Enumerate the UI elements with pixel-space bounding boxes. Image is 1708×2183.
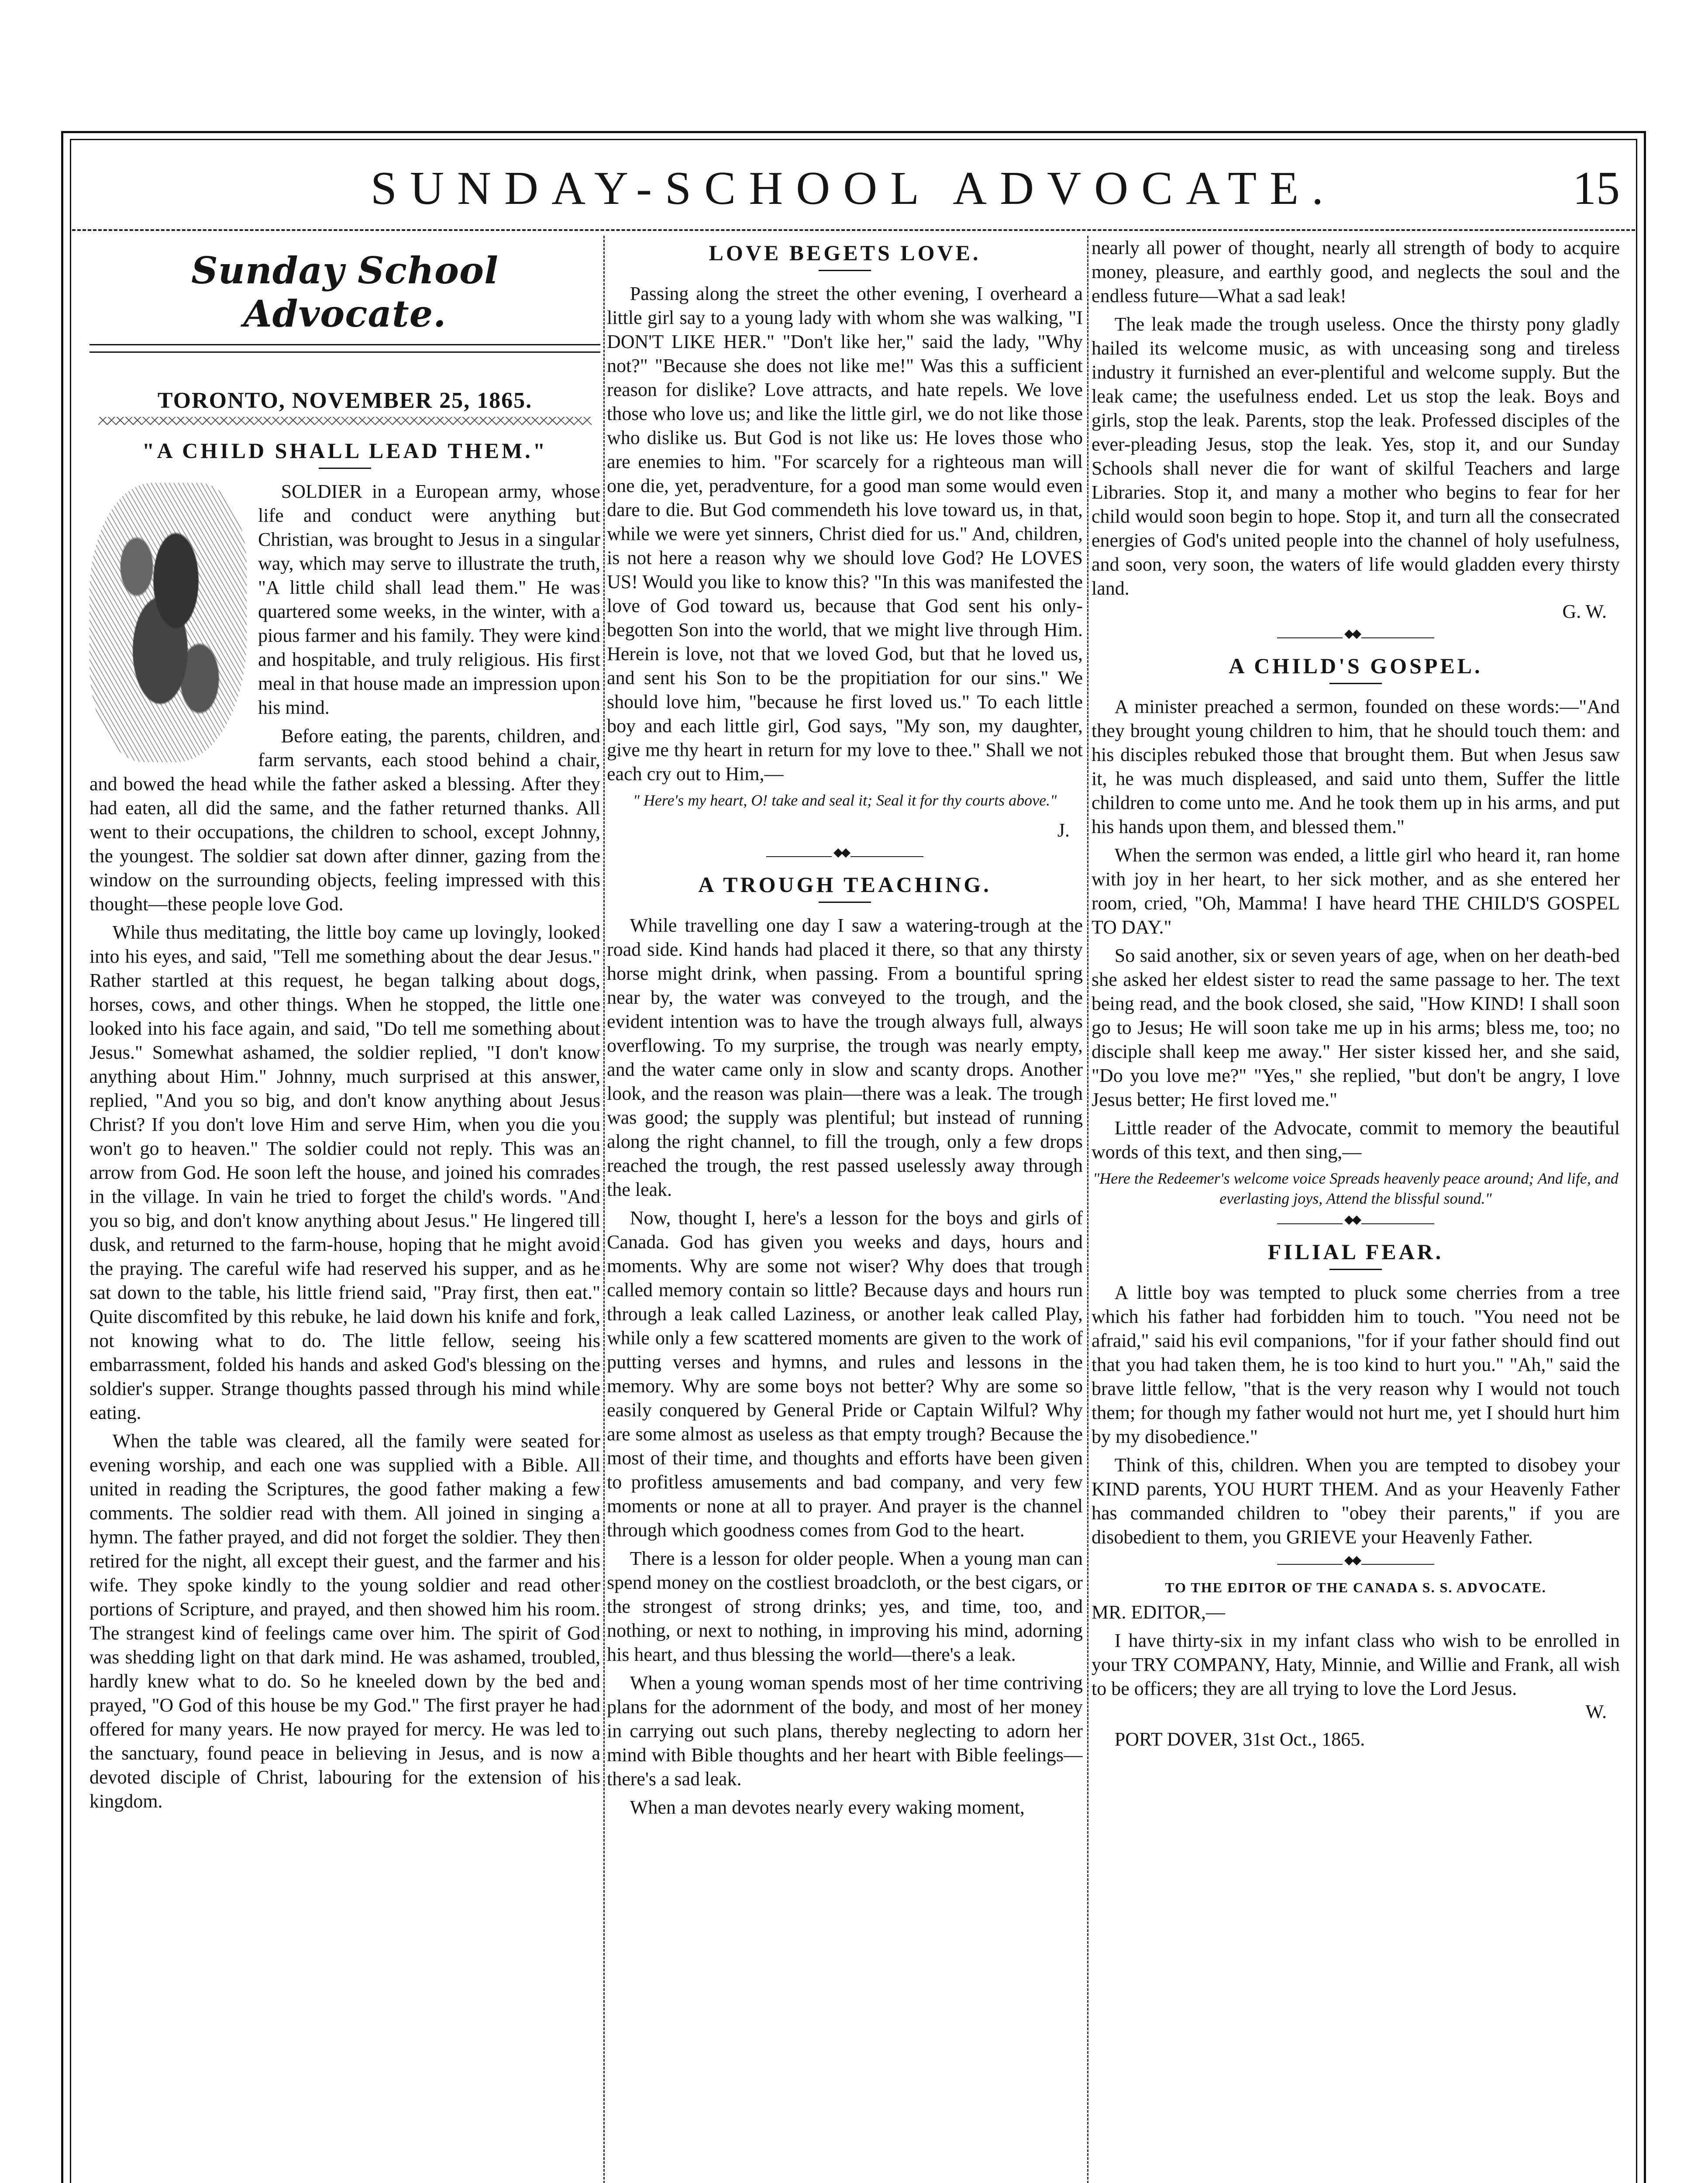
article-title-love-begets-love: LOVE BEGETS LOVE. [709,241,981,265]
article-paragraph: Little reader of the Advocate, commit to memory the beautiful words of this text, and then sing,— [1092,1117,1620,1163]
signature: J. [1057,819,1070,841]
masthead: SUNDAY-SCHOOL ADVOCATE. [370,162,1337,214]
article-paragraph: The leak made the trough useless. Once the thirsty pony gladly hailed its welcome music, as with unceasing song and tireless industry it furnished an ever-plentiful and welcome supply. But the leak came; the usefulness ended. Let us stop the leak. Boys and girls, stop the leak. Parents, stop the leak. Professed disciples of the ever-pleading Jesus, stop the leak. Yes, stop it, and our Sunday Schools shall never die for want of skilful Teachers and large Libraries. Stop it, and many a mother who begins to fear for her child would soon begin to hope. Stop it, and turn all the consecrated energies of God's united people into the channel of holy usefulness, and soon, very soon, the waters of life would gladden every thirsty land. [1092,313,1620,599]
column-3 [1092,236,1620,2183]
article-paragraph: There is a lesson for older people. When a young man can spend money on the costliest broadcloth, or the best cigars, or the strongest of strong drinks; yes, and time, too, and nothing, or next to nothing, in improving his mind, adorning his heart, and thus blessing the world—there's a leak. [607,1548,1083,1665]
article-paragraph: So said another, six or seven years of age, when on her death-bed she asked her eldest sister to read the same passage to her. The text being read, and the book closed, she said, "How KIND! I shall soon go to Jesus; He will soon take me up in his arms; bless me, too; no disciple shall keep me away." Her sister kissed her, and she said, "Do you love me?" "Yes," she replied, "but don't be angry, I love Jesus better; He first loved me." [1092,945,1620,1110]
engraving-illustration [90,483,247,762]
letter-body: I have thirty-six in my infant class who wish to be enrolled in your TRY COMPANY, Haty, Minnie, and Willie and Frank, all wish to be officers; they are all trying to love the Lord Jesus. [1092,1630,1620,1699]
letter-place-date: PORT DOVER, 31st Oct., 1865. [1114,1728,1365,1750]
nameplate-rule [90,344,600,353]
dateline-rule [98,417,592,425]
title-rule [1329,683,1382,684]
signature: G. W. [1562,601,1607,622]
article-paragraph: When a young woman spends most of her time contriving plans for the adornment of the body, and most of her money in carrying out such plans, thereby neglecting to adorn her mind with Bible thoughts and her heart with Bible feelings—there's a sad leak. [607,1672,1083,1790]
article-paragraph: nearly all power of thought, nearly all strength of body to acquire money, pleasure, and earthly good, and neglects the soul and the endless future—What a sad leak! [1092,237,1620,306]
column-1 [90,236,600,2183]
section-divider [1277,1222,1434,1226]
title-rule [1329,1269,1382,1270]
section-divider [766,854,923,859]
article-title-child-shall-lead: "A CHILD SHALL LEAD THEM." [142,438,548,463]
article-paragraph: While thus meditating, the little boy came up lovingly, looked into his eyes, and said, "Tell me something about the dear Jesus." Rather startled at this request, he began talking about dogs, horses, cows, and other things. When he stopped, the little one looked into his face again, and said, "Do tell me something about Jesus." Somewhat ashamed, the soldier replied, "I don't know anything about Him." Johnny, much surprised at this answer, replied, "And you so big, and don't know anything about Jesus Christ? If you don't love Him and serve Him, when you die you won't go to heaven." The soldier could not reply. This was an arrow from God. He soon left the house, and joined his comrades in the village. In vain he tried to forget the child's words. "And you so big, and don't know anything about Jesus." He lingered till dusk, and returned to the farm-house, hoping that he might avoid the praying. The careful wife had reserved his supper, and as he sat down to the table, his little friend said, "Pray first, then eat." Quite discomfited by this rebuke, he laid down his knife and fork, not knowing what to do. The little fellow, seeing his embarrassment, folded his hands and asked God's blessing on the soldier's supper. Strange thoughts passed through his mind while eating. [90,922,600,1423]
column-2 [607,236,1083,2183]
article-paragraph: While travelling one day I saw a watering-trough at the road side. Kind hands had placed it there, so that any thirsty horse might drink, when passing. From a bountiful spring near by, the water was conveyed to the trough, and the evident intention was to have the trough always full, always overflowing. To my surprise, the trough was nearly empty, and the water came only in slow and scanty drops. Another look, and the reason was plain—there was a leak. The trough was good; the supply was plentiful; but instead of running along the right channel, to fill the trough, only a few drops reached the trough, the rest passed uselessly away through the leak. [607,915,1083,1200]
article-paragraph: Think of this, children. When you are tempted to disobey your KIND parents, YOU HURT THEM. And as your Heavenly Father has commanded children to "obey their parents," if you are disobedient to them, you GRIEVE your Heavenly Father. [1092,1454,1620,1548]
article-title-trough-teaching: A TROUGH TEACHING. [698,872,992,897]
article-paragraph: Now, thought I, here's a lesson for the boys and girls of Canada. God has given you weeks and days, hours and moments. Why are some not wiser? Why does that trough called memory contain so little? Because days and hours run through a leak called Laziness, or another leak called Play, while only a few scattered moments are given to the work of putting verses and hymns, and rules and lessons in the memory. Why are some boys not better? Why are some so easily conquered by General Pride or Captain Wilful? Why are some almost as useless as that empty trough? Because the most of their time, and thoughts and efforts have been given to profitless amusements and bad company, and very few moments or none at all to prayer. And prayer is the channel through which goodness comes from God to the heart. [607,1207,1083,1541]
column-rule-1 [603,236,605,2183]
header-rule [72,229,1635,231]
article-title-filial-fear: FILIAL FEAR. [1267,1240,1444,1264]
letter-heading: TO THE EDITOR OF THE CANADA S. S. ADVOCATE. [1165,1580,1546,1595]
title-rule [319,468,371,469]
article-paragraph: When the sermon was ended, a little girl who heard it, ran home with joy in her heart, to her sick mother, and as she entered her room, cried, "Oh, Mamma! I have heard THE CHILD'S GOSPEL TO DAY." [1092,844,1620,938]
title-rule [819,902,871,903]
article-paragraph: A minister preached a sermon, founded on these words:—"And they brought young children to him, that he should touch them: and his disciples rebuked those that brought them. But when Jesus saw it, he was much displeased, and said unto them, Suffer the little children to come unto me. And he took them up in his arms, and put his hands upon them, and blessed them." [1092,696,1620,837]
article-paragraph: When the table was cleared, all the family were seated for evening worship, and each one was supplied with a Bible. All united in reading the Scriptures, the good father making a few comments. The soldier read with them. All joined in singing a hymn. The father prayed, and did not forget the soldier. They then retired for the night, all except their guest, and the farmer and his wife. They spoke kindly to the young soldier and read other portions of Scripture, and prayed, and then showed him his room. The strangest kind of feelings came over him. The spirit of God was shedding light on that dark mind. He was ashamed, troubled, hardly knew what to do. So he kneeled down by the bed and prayed, "O God of this house be my God." The first prayer he had offered for many years. He now prayed for mercy. He was led to the sanctuary, found peace in believing in Jesus, and is now a devoted disciple of Christ, labouring for the extension of his kingdom. [90,1430,600,1812]
letter-signature: W. [1585,1701,1607,1722]
verse-quote: "Here the Redeemer's welcome voice Spreads heavenly peace around; And life, and everlasting joys, Attend the blissful sound." [1093,1170,1618,1207]
title-rule [819,270,871,271]
section-divider [1277,1562,1434,1567]
page-number: 15 [1573,162,1620,214]
article-paragraph: A little boy was tempted to pluck some cherries from a tree which his father had forbidden him to touch. "You need not be afraid," said his evil companions, "for if your father should find out that you had taken them, he is too kind to hurt you." "Ah," said the brave little fellow, "that is the very reason why I would not touch them; for though my father would not hurt me, yet I should hurt him by my disobedience." [1092,1282,1620,1447]
column-rule-2 [1087,236,1088,2183]
article-paragraph: SOLDIER in a European army, whose life and conduct were anything but Christian, was brought to Jesus in a singular way, which may serve to illustrate the truth, "A little child shall lead them." He was quartered some weeks, in the winter, with a pious farmer and his family. They were kind and hospitable, and truly religious. His first meal in that house made an impression upon his mind. [258,481,600,718]
letter-salutation: MR. EDITOR,— [1092,1601,1225,1623]
nameplate: Sunday School Advocate. [191,249,499,335]
page-header [70,144,1637,227]
article-paragraph: Before eating, the parents, children, and farm servants, each stood behind a chair, and bowed the head while the father asked a blessing. After they had eaten, all did the same, and the father returned thanks. All went to their occupations, the children to school, except Johnny, the youngest. The soldier sat down after dinner, gazing from the window on the surrounding objects, feeling impressed with this thought—these people love God. [90,725,600,915]
verse-quote: " Here's my heart, O! take and seal it; Seal it for thy courts above." [633,792,1057,809]
section-divider [1277,636,1434,640]
article-paragraph: Passing along the street the other evening, I overheard a little girl say to a young lady with whom she was walking, "I DON'T LIKE HER." "Don't like her," said the lady, "Why not?" "Because she does not like me!" Was this a sufficient reason for dislike? Love attracts, and hate repels. We love those who love us; and like the little girl, we do not like those who dislike us. But God is not like us: He loves those who are enemies to him. "For scarcely for a righteous man will one die, yet, peradventure, for a good man some would even dare to die. But God commendeth his love toward us, in that, while we were yet sinners, Christ died for us." And, children, is not here a reason why we should love God? He LOVES US! Would you like to know this? "In this was manifested the love of God toward us, because that God sent his only-begotten Son into the world, that we might live through Him. Herein is love, not that we loved God, but that he loved us, and sent his Son to be the propitiation for our sins." We should love him, "because he first loved us." To each little boy and each little girl, God says, "My son, my daughter, give me thy heart in return for my love to thee." Shall we not each cry out to Him,— [607,283,1083,785]
article-title-childs-gospel: A CHILD'S GOSPEL. [1229,654,1483,678]
dateline: TORONTO, NOVEMBER 25, 1865. [157,388,533,413]
article-paragraph: When a man devotes nearly every waking moment, [630,1797,1025,1818]
